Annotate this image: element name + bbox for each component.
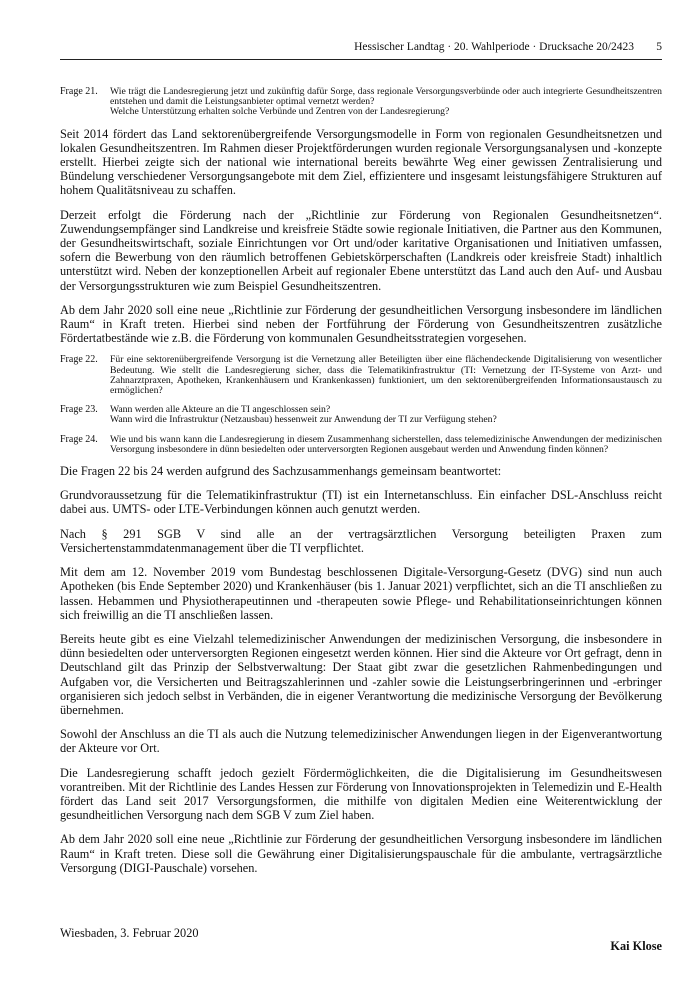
question-line: Welche Unterstützung erhalten solche Verbünde und Zentren von der Landesregierung? bbox=[110, 106, 450, 118]
question-line: Wann werden alle Akteure an die TI angeschlossen sein? bbox=[110, 404, 331, 416]
question-line: Wie trägt die Landesregierung jetzt und zukünftig dafür Sorge, dass regionale Versorgungsverbünde oder auch integrierte Gesundheitszentren entstehen und damit die Leistungsanbieter optimal vernetzt werden? bbox=[110, 86, 662, 108]
answer-paragraph: Seit 2014 fördert das Land sektorenübergreifende Versorgungsmodelle in Form von regionalen Gesundheitsnetzen und lokalen Gesundheitszentren. Im Rahmen dieser Projektförderungen wurden regionale Versorgungsanalysen und -konzepte erstellt. Hierbei zeigte sich der national wie international bereits bewährte Weg einer gewissen Zentralisierung und Bündelung verschiedener Versorgungsangebote mit dem Ziel, effizientere und insgesamt leistungsfähigere Strukturen auf hohem Qualitätsniveau zu schaffen. bbox=[60, 126, 662, 198]
author-name: Kai Klose bbox=[610, 939, 662, 953]
question-23 bbox=[60, 405, 662, 425]
question-text bbox=[110, 435, 662, 455]
place-date: Wiesbaden, 3. Februar 2020 bbox=[60, 926, 199, 940]
answer-paragraph: Nach § 291 SGB V sind alle an der vertragsärztlichen Versorgung beteiligten Praxen zum Versichertenstammdatenmanagement über die TI verpflichtet. bbox=[60, 526, 662, 555]
answer-paragraph: Sowohl der Anschluss an die TI als auch die Nutzung telemedizinischer Anwendungen liegen in der Eigenverantwortung der Akteure vor Ort. bbox=[60, 727, 662, 756]
question-label: Frage 21. bbox=[60, 86, 98, 97]
question-label: Frage 22. bbox=[60, 354, 98, 366]
answer-paragraph: Ab dem Jahr 2020 soll eine neue „Richtlinie zur Förderung der gesundheitlichen Versorgung insbesondere im ländlichen Raum“ in Kraft treten. Diese soll die Gewährung einer Digitalisierungspauschale für die ambulante, vertragsärztliche Versorgung (DIGI-Pauschale) vorsehen. bbox=[60, 832, 662, 875]
header-divider bbox=[60, 59, 662, 60]
answer-paragraph: Bereits heute gibt es eine Vielzahl telemedizinischer Anwendungen der medizinischen Versorgung, die insbesondere in dünn besiedelten oder unterversorgten Regionen eingesetzt werden können. Hier sind die Akteure vor Ort gefragt, denn in Deutschland gilt das Prinzip der Selbstverwaltung: Der Staat gibt zwar die gesetzlichen Rahmenbedingungen und Aufgaben vor, die Versicherten und Beitragszahlerinnen und -zahler sowie die Leistungserbringerinnen und -erbringer organisieren sich jedoch selbst in Verbänden, die in eigener Verantwortung die medizinische Versorgung der Bevölkerung übernehmen. bbox=[60, 631, 662, 717]
question-21 bbox=[60, 87, 662, 118]
answer-paragraph: Grundvoraussetzung für die Telematikinfrastruktur (TI) ist ein Internetanschluss. Ein einfacher DSL-Anschluss reicht dabei aus. UMTS- oder LTE-Verbindungen können auch genutzt werden. bbox=[60, 488, 662, 517]
question-text bbox=[110, 87, 662, 118]
question-label: Frage 24. bbox=[60, 433, 98, 445]
question-text bbox=[110, 405, 662, 425]
answer-paragraph: Ab dem Jahr 2020 soll eine neue „Richtlinie zur Förderung der gesundheitlichen Versorgung insbesondere im ländlichen Raum“ in Kraft treten. Hierbei sind neben der Fortführung der Förderung von Gesundheitszentren zusätzliche Fördertatbestände wie z.B. die Förderung von kommunalen Gesundheitsstrategien vorgesehen. bbox=[60, 302, 662, 346]
answer-intro: Die Fragen 22 bis 24 werden aufgrund des Sachzusammenhangs gemeinsam beantwortet: bbox=[60, 464, 502, 479]
question-line: Für eine sektorenübergreifende Versorgung ist die Vernetzung aller Beteiligten über eine flächendeckende Digitalisierung von wesentlicher Bedeutung. Wie stellt die Landesregierung sicher, dass die Telematikinfrastruktur (TI: Vernetzung der IT-Systeme von Arzt- und Zahnarztpraxen, Apotheken, Krankenhäusern und Krankenkassen) funktioniert, um den sektorenübergreifenden Informationsaustausch zu ermöglichen? bbox=[110, 354, 662, 397]
question-22 bbox=[60, 355, 662, 396]
question-24 bbox=[60, 435, 662, 455]
question-line: Wann wird die Infrastruktur (Netzausbau) hessenweit zur Anwendung der TI zur Verfügung stehen? bbox=[110, 414, 497, 426]
document-body bbox=[60, 87, 662, 885]
question-label: Frage 23. bbox=[60, 404, 98, 416]
page-number: 5 bbox=[656, 41, 662, 53]
header-title: Hessischer Landtag · 20. Wahlperiode · Drucksache 20/2423 bbox=[354, 41, 634, 53]
answer-paragraph: Mit dem am 12. November 2019 vom Bundestag beschlossenen Digitale-Versorgung-Gesetz (DVG) sind nun auch Apotheken (bis Ende September 2020) und Krankenhäuser (bis 1. Januar 2021) verpflichtet, sich an die TI anschließen zu lassen. Hebammen und Physiotherapeutinnen und -therapeuten sowie Pflege- und Rehabilitationseinrichtungen können sich freiwillig an die TI anschließen lassen. bbox=[60, 565, 662, 622]
answer-paragraph: Die Landesregierung schafft jedoch gezielt Fördermöglichkeiten, die die Digitalisierung im Gesundheitswesen vorantreiben. Mit der Richtlinie des Landes Hessen zur Förderung von Innovationsprojekten in Telemedizin und E-Health fördert das Land seit 2017 Versorgungsformen, die mithilfe von digitalen Medien eine Weiterentwicklung der gesundheitlichen Versorgung nach dem SGB V zum Ziel haben. bbox=[60, 765, 662, 823]
answer-paragraph: Derzeit erfolgt die Förderung nach der „Richtlinie zur Förderung von Regionalen Gesundheitsnetzen“. Zuwendungsempfänger sind Landkreise und kreisfreie Städte sowie regionale Initiativen, die Partner aus den Kommunen, der Gesundheitswirtschaft, soziale Einrichtungen vor Ort und/oder karitative Organisationen und Initiativen umfassen, sofern die Bewerbung von den räumlich betroffenen Gebietskörperschaften (Landkreis oder kreisfreie Stadt) inhaltlich unterstützt wird. Neben der konzeptionellen Arbeit auf regionaler Ebene unterstützt das Land auch den Auf- und Ausbau der Versorgungsstrukturen wie zum Beispiel Gesundheitszentren. bbox=[60, 207, 662, 293]
question-line: Wie und bis wann kann die Landesregierung in diesem Zusammenhang sicherstellen, dass telemedizinische Anwendungen der medizinischen Versorgung insbesondere in dünn besiedelten oder unterversorgten Regionen ausgebaut werden und Anwendung finden können? bbox=[110, 433, 662, 455]
question-text bbox=[110, 355, 662, 396]
